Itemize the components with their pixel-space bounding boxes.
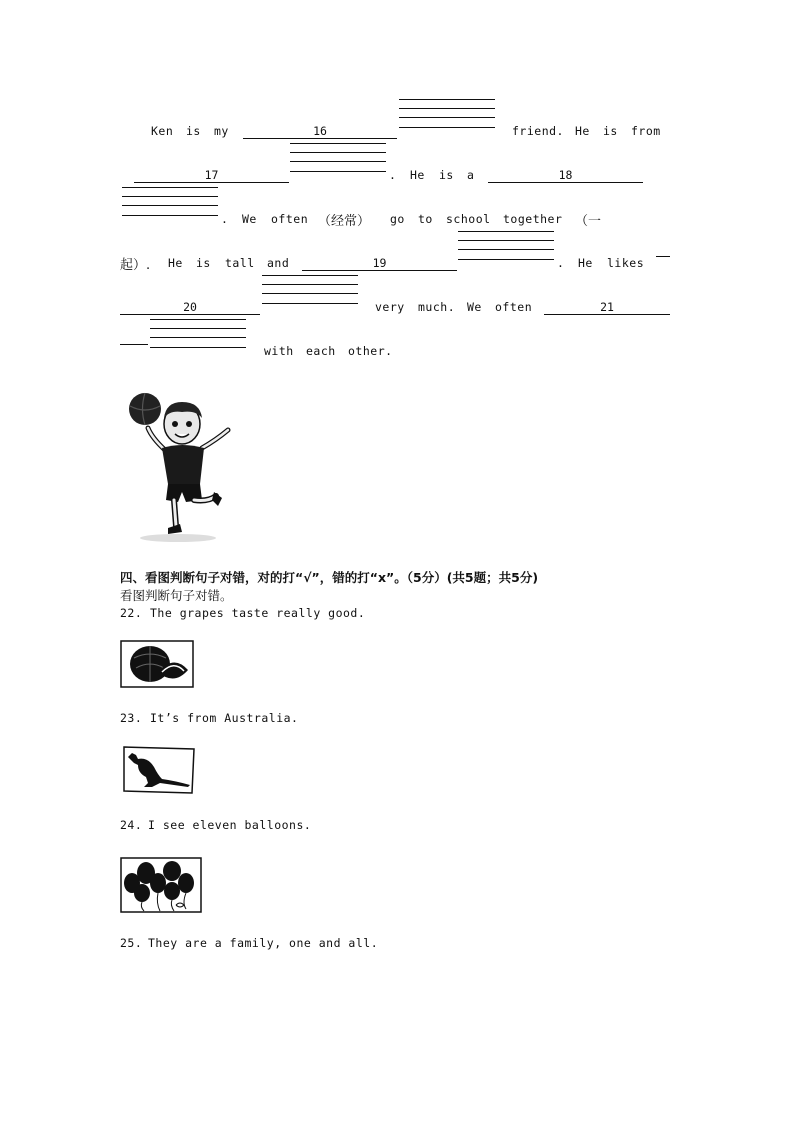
question-number: 23. xyxy=(120,711,143,725)
answer-blank-21[interactable]: 21 xyxy=(544,300,670,315)
section-instruction: 看图判断句子对错。 xyxy=(120,588,233,603)
word: He xyxy=(168,256,183,270)
word: Ken xyxy=(151,124,174,138)
boy-basketball-illustration xyxy=(118,388,238,544)
answer-blank-20-start[interactable] xyxy=(656,256,670,257)
word: tall xyxy=(225,256,255,270)
writing-lines xyxy=(122,187,218,217)
question-number: 25. xyxy=(120,936,143,950)
word: . xyxy=(557,256,565,270)
word: We xyxy=(242,212,257,226)
writing-lines xyxy=(262,275,358,305)
word: （一 xyxy=(575,214,602,229)
word: . xyxy=(221,212,229,226)
word: my xyxy=(214,124,229,138)
word: with xyxy=(264,344,294,358)
word: is xyxy=(186,124,201,138)
word: from xyxy=(631,124,661,138)
word: is xyxy=(196,256,211,270)
word: very xyxy=(375,300,405,314)
answer-blank-18[interactable]: 18 xyxy=(488,168,643,183)
word: We xyxy=(467,300,482,314)
question-text: I see eleven balloons. xyxy=(148,818,312,832)
question-number: 24. xyxy=(120,818,143,832)
question-text: They are a family, one and all. xyxy=(148,936,379,950)
word: each xyxy=(306,344,336,358)
answer-blank-20[interactable]: 20 xyxy=(120,300,260,315)
writing-lines xyxy=(150,319,246,349)
word: . xyxy=(389,168,397,182)
watermelon-icon xyxy=(120,640,194,688)
word: He xyxy=(410,168,425,182)
word: 起）. xyxy=(120,258,151,273)
word: a xyxy=(467,168,475,182)
word: is xyxy=(603,124,618,138)
question-number: 22. xyxy=(120,606,143,620)
balloons-icon xyxy=(120,857,202,913)
word: and xyxy=(267,256,290,270)
word: He xyxy=(575,124,590,138)
word: other. xyxy=(348,344,393,358)
word: often xyxy=(495,300,533,314)
word: school xyxy=(446,212,491,226)
word: go xyxy=(390,212,405,226)
word: to xyxy=(418,212,433,226)
answer-blank-16[interactable]: 16 xyxy=(243,124,397,139)
word: （经常） xyxy=(318,214,371,229)
writing-lines xyxy=(290,143,386,173)
answer-blank-17[interactable]: 17 xyxy=(134,168,289,183)
section-title: 四、看图判断句子对错，对的打“√”，错的打“x”。（5分）(共5题；共5分) xyxy=(120,570,539,585)
word: together xyxy=(503,212,563,226)
answer-blank-21-end[interactable] xyxy=(120,344,148,345)
word: much. xyxy=(418,300,456,314)
word: friend. xyxy=(512,124,564,138)
word: often xyxy=(271,212,309,226)
question-text: It’s from Australia. xyxy=(150,711,299,725)
answer-blank-19[interactable]: 19 xyxy=(302,256,457,271)
question-text: The grapes taste really good. xyxy=(150,606,366,620)
word: is xyxy=(439,168,454,182)
writing-lines xyxy=(458,231,554,261)
kangaroo-icon xyxy=(122,745,196,795)
word: likes xyxy=(607,256,645,270)
word: He xyxy=(578,256,593,270)
writing-lines xyxy=(399,99,495,129)
